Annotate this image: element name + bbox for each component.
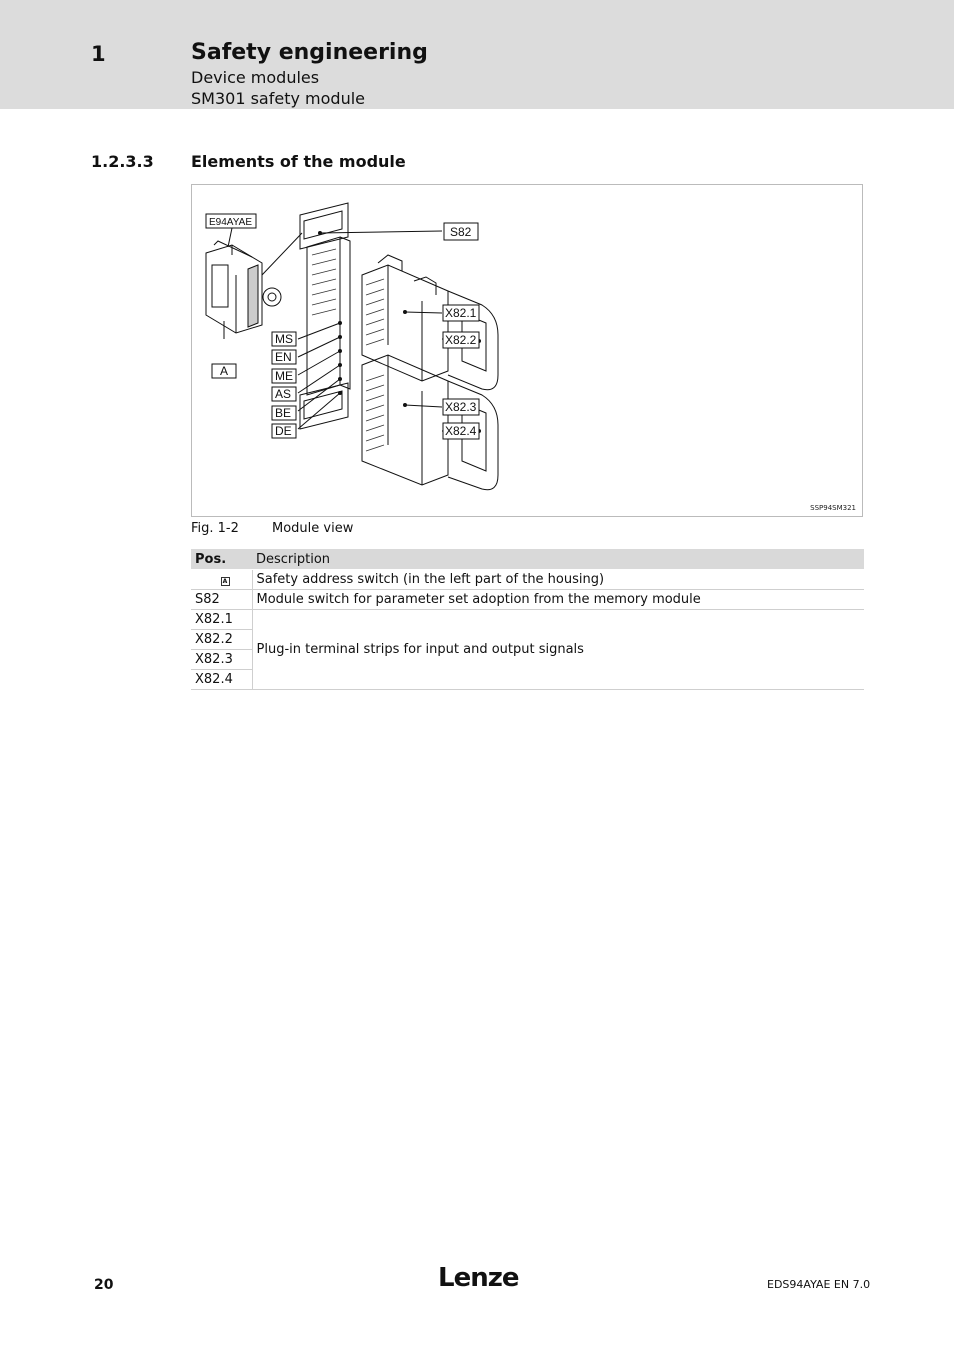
label-led-me: ME [275,369,293,383]
header-description: Description [252,549,864,570]
section-title: Elements of the module [191,152,406,171]
table-cell-pos: X82.3 [191,650,252,670]
chapter-title: Safety engineering [191,40,428,65]
subtitle-sm301: SM301 safety module [191,89,365,108]
label-x82-3: X82.3 [445,400,477,414]
front-panel [307,237,340,395]
table-cell-pos: X82.4 [191,670,252,690]
header-band [0,0,954,109]
label-led-as: AS [275,387,292,401]
label-device: E94AYAE [209,217,252,228]
table-row [191,570,864,590]
label-s82: S82 [450,225,472,239]
table-cell-terminal-description: Plug-in terminal strips for input and output signals [252,610,864,690]
table-cell-pos [191,570,252,590]
figure-caption: Module view [272,521,354,536]
terminal-block-lower [362,355,448,485]
label-led-de: DE [275,424,292,438]
chapter-number: 1 [91,42,106,66]
table-cell-pos: X82.1 [191,610,252,630]
table-header-row [191,549,864,570]
table-row [191,610,864,630]
label-led-be: BE [275,406,292,420]
label-x82-1: X82.1 [445,306,477,320]
label-led-ms: MS [275,332,293,346]
table-cell-pos: X82.2 [191,630,252,650]
document-id: EDS94AYAE EN 7.0 [767,1278,871,1291]
position-table [191,549,864,690]
lenze-logo: Lenze [438,1263,519,1293]
position-a-symbol: A [221,577,230,586]
image-code: SSP94SM321 [810,504,856,512]
label-led-en: EN [275,350,292,364]
section-number: 1.2.3.3 [91,152,154,171]
header-pos: Pos. [191,549,252,570]
subtitle-device-modules: Device modules [191,68,320,87]
table-row [191,590,864,610]
figure-number: Fig. 1-2 [191,521,239,536]
table-cell-description: Safety address switch (in the left part of the housing) [252,570,864,590]
module-drawing [192,185,862,516]
table-cell-pos: S82 [191,590,252,610]
label-a: A [220,364,229,378]
module-figure [191,184,863,517]
page-number: 20 [94,1277,114,1293]
label-x82-4: X82.4 [445,424,477,438]
table-cell-description: Module switch for parameter set adoption from the memory module [252,590,864,610]
label-x82-2: X82.2 [445,333,477,347]
